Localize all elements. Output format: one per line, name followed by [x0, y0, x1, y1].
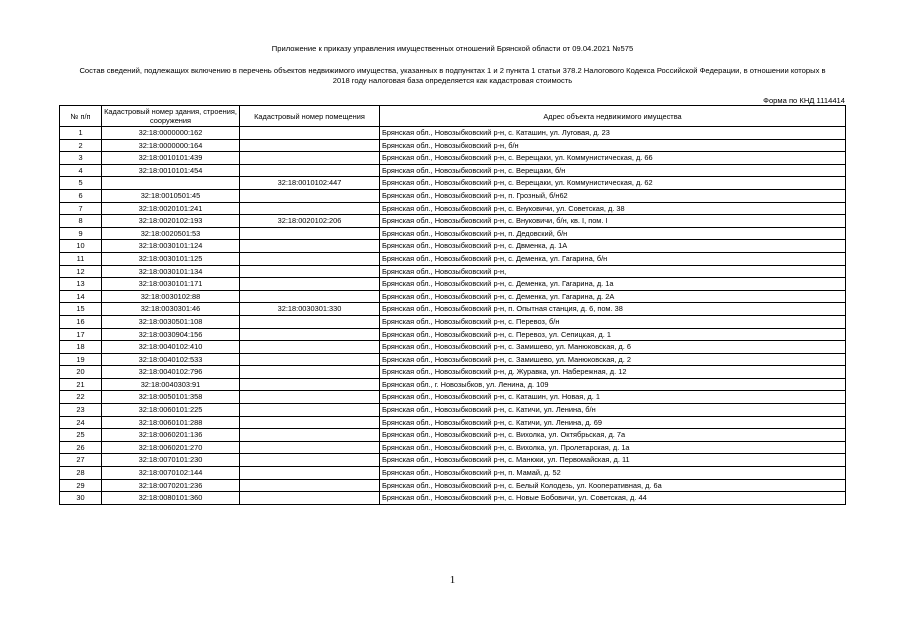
row-number: 2: [60, 139, 102, 152]
address: Брянская обл., Новозыбковский р-н, п. Опытная станция, д. 6, пом. 38: [380, 303, 846, 316]
building-cadastral-number: 32:18:0020102:193: [102, 215, 240, 228]
building-cadastral-number: 32:18:0020101:241: [102, 202, 240, 215]
address: Брянская обл., Новозыбковский р-н, с. Верещаки, ул. Коммунистическая, д. 66: [380, 152, 846, 165]
room-cadastral-number: [240, 416, 380, 429]
row-number: 16: [60, 315, 102, 328]
table-row: [60, 127, 846, 140]
table-body: [60, 127, 846, 505]
row-number: 19: [60, 353, 102, 366]
room-cadastral-number: [240, 202, 380, 215]
row-number: 17: [60, 328, 102, 341]
row-number: 24: [60, 416, 102, 429]
document-description: Состав сведений, подлежащих включению в перечень объектов недвижимого имущества, указанных в подпунктах 1 и 2 пункта 1 статьи 378.2 Налогового Кодекса Российской Федерации, в отношении которых в 2018 году налоговая база определяется как кадастровая стоимость: [79, 66, 826, 85]
row-number: 9: [60, 227, 102, 240]
room-cadastral-number: [240, 240, 380, 253]
row-number: 21: [60, 378, 102, 391]
appendix-title: Приложение к приказу управления имущественных отношений Брянской области от 09.04.2021 №575: [271, 44, 634, 53]
row-number: 7: [60, 202, 102, 215]
table-row: [60, 441, 846, 454]
address: Брянская обл., Новозыбковский р-н, с. Замишево, ул. Манюковская, д. 6: [380, 341, 846, 354]
property-table: [59, 105, 846, 505]
table-row: [60, 328, 846, 341]
table-row: [60, 479, 846, 492]
row-number: 28: [60, 467, 102, 480]
form-code: Форма по КНД 1114414: [763, 96, 845, 105]
building-cadastral-number: 32:18:0060201:136: [102, 429, 240, 442]
row-number: 20: [60, 366, 102, 379]
address: Брянская обл., Новозыбковский р-н, с. Манюки, ул. Первомайская, д. 11: [380, 454, 846, 467]
building-cadastral-number: 32:18:0000000:164: [102, 139, 240, 152]
address: Брянская обл., г. Новозыбков, ул. Ленина, д. 109: [380, 378, 846, 391]
building-cadastral-number: 32:18:0010101:439: [102, 152, 240, 165]
room-cadastral-number: [240, 278, 380, 291]
table-row: [60, 454, 846, 467]
row-number: 11: [60, 252, 102, 265]
room-cadastral-number: 32:18:0030301:330: [240, 303, 380, 316]
row-number: 4: [60, 164, 102, 177]
building-cadastral-number: 32:18:0070102:144: [102, 467, 240, 480]
col-header-building-number: Кадастровый номер здания, строения, сооружения: [102, 106, 240, 127]
table-row: [60, 416, 846, 429]
table-row: [60, 265, 846, 278]
table-row: [60, 189, 846, 202]
address: Брянская обл., Новозыбковский р-н, с. Замишево, ул. Манюковская, д. 2: [380, 353, 846, 366]
address: Брянская обл., Новозыбковский р-н, с. Деменка, ул. Гагарина, б/н: [380, 252, 846, 265]
address: Брянская обл., Новозыбковский р-н, с. Новые Бобовичи, ул. Советская, д. 44: [380, 492, 846, 505]
row-number: 1: [60, 127, 102, 140]
room-cadastral-number: [240, 378, 380, 391]
table-row: [60, 303, 846, 316]
col-header-room-number: Кадастровый номер помещения: [240, 106, 380, 127]
building-cadastral-number: 32:18:0000000:162: [102, 127, 240, 140]
room-cadastral-number: [240, 152, 380, 165]
row-number: 5: [60, 177, 102, 190]
room-cadastral-number: [240, 189, 380, 202]
address: Брянская обл., Новозыбковский р-н, с. Деменка, ул. Гагарина, д. 1а: [380, 278, 846, 291]
address: Брянская обл., Новозыбковский р-н, б/н: [380, 139, 846, 152]
table-row: [60, 202, 846, 215]
building-cadastral-number: 32:18:0040303:91: [102, 378, 240, 391]
table-row: [60, 353, 846, 366]
building-cadastral-number: 32:18:0030301:46: [102, 303, 240, 316]
building-cadastral-number: 32:18:0030101:125: [102, 252, 240, 265]
room-cadastral-number: [240, 252, 380, 265]
building-cadastral-number: 32:18:0040102:410: [102, 341, 240, 354]
address: Брянская обл., Новозыбковский р-н, с. Вихолка, ул. Пролетарская, д. 1а: [380, 441, 846, 454]
table-row: [60, 177, 846, 190]
room-cadastral-number: [240, 353, 380, 366]
room-cadastral-number: 32:18:0020102:206: [240, 215, 380, 228]
address: Брянская обл., Новозыбковский р-н, п. Дедовский, б/н: [380, 227, 846, 240]
room-cadastral-number: [240, 366, 380, 379]
room-cadastral-number: [240, 341, 380, 354]
row-number: 10: [60, 240, 102, 253]
row-number: 12: [60, 265, 102, 278]
row-number: 18: [60, 341, 102, 354]
address: Брянская обл., Новозыбковский р-н, с. Катичи, ул. Ленина, б/н: [380, 404, 846, 417]
room-cadastral-number: [240, 227, 380, 240]
table-row: [60, 290, 846, 303]
address: Брянская обл., Новозыбковский р-н, с. Перевоз, ул. Сепицкая, д. 1: [380, 328, 846, 341]
table-row: [60, 164, 846, 177]
building-cadastral-number: [102, 177, 240, 190]
room-cadastral-number: [240, 127, 380, 140]
address: Брянская обл., Новозыбковский р-н, с. Каташин, ул. Новая, д. 1: [380, 391, 846, 404]
table-row: [60, 429, 846, 442]
table-row: [60, 404, 846, 417]
building-cadastral-number: 32:18:0010501:45: [102, 189, 240, 202]
room-cadastral-number: [240, 429, 380, 442]
building-cadastral-number: 32:18:0050101:358: [102, 391, 240, 404]
building-cadastral-number: 32:18:0040102:533: [102, 353, 240, 366]
address: Брянская обл., Новозыбковский р-н, с. Внуковичи, б/н, кв. I, пом. I: [380, 215, 846, 228]
address: Брянская обл., Новозыбковский р-н, с. Двменка, д. 1А: [380, 240, 846, 253]
building-cadastral-number: 32:18:0030904:156: [102, 328, 240, 341]
row-number: 27: [60, 454, 102, 467]
room-cadastral-number: [240, 404, 380, 417]
row-number: 29: [60, 479, 102, 492]
address: Брянская обл., Новозыбковский р-н, с. Верещаки, б/н: [380, 164, 846, 177]
building-cadastral-number: 32:18:0030101:124: [102, 240, 240, 253]
building-cadastral-number: 32:18:0030101:171: [102, 278, 240, 291]
row-number: 6: [60, 189, 102, 202]
table-row: [60, 341, 846, 354]
building-cadastral-number: 32:18:0040102:796: [102, 366, 240, 379]
address: Брянская обл., Новозыбковский р-н, п. Мамай, д. 52: [380, 467, 846, 480]
table-row: [60, 278, 846, 291]
table-row: [60, 252, 846, 265]
table-row: [60, 215, 846, 228]
building-cadastral-number: 32:18:0010101:454: [102, 164, 240, 177]
col-header-address: Адрес объекта недвижимого имущества: [380, 106, 846, 127]
row-number: 30: [60, 492, 102, 505]
table-row: [60, 378, 846, 391]
page-number: 1: [449, 574, 456, 586]
table-row: [60, 467, 846, 480]
room-cadastral-number: [240, 467, 380, 480]
building-cadastral-number: 32:18:0030102:88: [102, 290, 240, 303]
address: Брянская обл., Новозыбковский р-н, с. Каташин, ул. Луговая, д. 23: [380, 127, 846, 140]
row-number: 3: [60, 152, 102, 165]
row-number: 14: [60, 290, 102, 303]
building-cadastral-number: 32:18:0070201:236: [102, 479, 240, 492]
building-cadastral-number: 32:18:0030101:134: [102, 265, 240, 278]
room-cadastral-number: [240, 315, 380, 328]
table-row: [60, 315, 846, 328]
table-row: [60, 139, 846, 152]
row-number: 15: [60, 303, 102, 316]
building-cadastral-number: 32:18:0060201:270: [102, 441, 240, 454]
row-number: 22: [60, 391, 102, 404]
room-cadastral-number: [240, 441, 380, 454]
address: Брянская обл., Новозыбковский р-н, п. Грозный, б/н62: [380, 189, 846, 202]
address: Брянская обл., Новозыбковский р-н, с. Верещаки, ул. Коммунистическая, д. 62: [380, 177, 846, 190]
table-row: [60, 240, 846, 253]
building-cadastral-number: 32:18:0060101:288: [102, 416, 240, 429]
building-cadastral-number: 32:18:0080101:360: [102, 492, 240, 505]
building-cadastral-number: 32:18:0020501:53: [102, 227, 240, 240]
room-cadastral-number: [240, 479, 380, 492]
table-row: [60, 227, 846, 240]
address: Брянская обл., Новозыбковский р-н, с. Белый Колодезь, ул. Кооперативная, д. 6а: [380, 479, 846, 492]
room-cadastral-number: [240, 492, 380, 505]
room-cadastral-number: [240, 139, 380, 152]
room-cadastral-number: [240, 391, 380, 404]
address: Брянская обл., Новозыбковский р-н, с. Вихолка, ул. Октябрьская, д. 7а: [380, 429, 846, 442]
room-cadastral-number: [240, 328, 380, 341]
room-cadastral-number: [240, 454, 380, 467]
address: Брянская обл., Новозыбковский р-н, с. Перевоз, б/н: [380, 315, 846, 328]
table-row: [60, 391, 846, 404]
room-cadastral-number: [240, 265, 380, 278]
building-cadastral-number: 32:18:0070101:230: [102, 454, 240, 467]
table-row: [60, 366, 846, 379]
room-cadastral-number: 32:18:0010102:447: [240, 177, 380, 190]
row-number: 13: [60, 278, 102, 291]
table-row: [60, 152, 846, 165]
table-header-row: [60, 106, 846, 127]
address: Брянская обл., Новозыбковский р-н, с. Внуковичи, ул. Советская, д. 38: [380, 202, 846, 215]
building-cadastral-number: 32:18:0060101:225: [102, 404, 240, 417]
room-cadastral-number: [240, 164, 380, 177]
address: Брянская обл., Новозыбковский р-н, с. Катичи, ул. Ленина, д. 69: [380, 416, 846, 429]
row-number: 8: [60, 215, 102, 228]
address: Брянская обл., Новозыбковский р-н, д. Журавка, ул. Набережная, д. 12: [380, 366, 846, 379]
address: Брянская обл., Новозыбковский р-н,: [380, 265, 846, 278]
col-header-number: № п/п: [60, 106, 102, 127]
building-cadastral-number: 32:18:0030501:108: [102, 315, 240, 328]
row-number: 23: [60, 404, 102, 417]
row-number: 25: [60, 429, 102, 442]
row-number: 26: [60, 441, 102, 454]
room-cadastral-number: [240, 290, 380, 303]
table-row: [60, 492, 846, 505]
address: Брянская обл., Новозыбковский р-н, с. Деменка, ул. Гагарина, д. 2А: [380, 290, 846, 303]
